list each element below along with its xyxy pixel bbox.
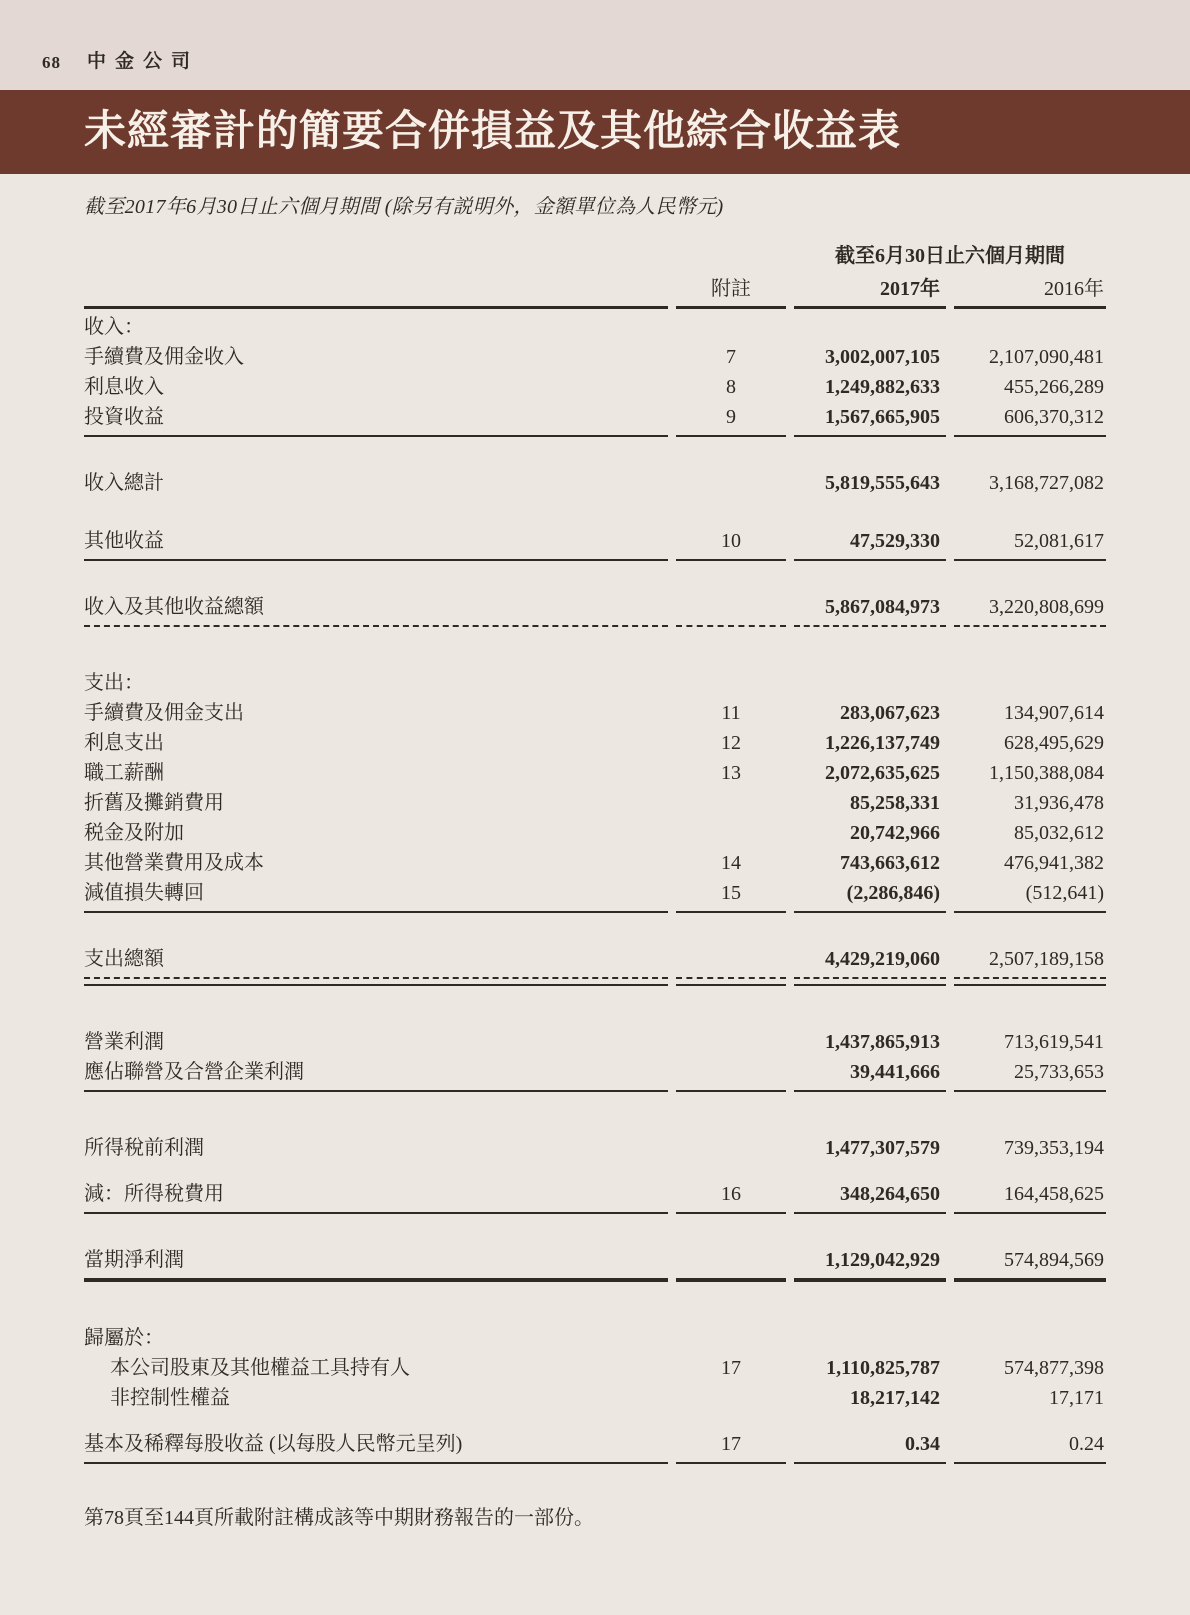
rule-thick (84, 1275, 1106, 1285)
row-value-2017: 2,072,635,625 (825, 762, 940, 784)
row-value-2017: 1,249,882,633 (825, 376, 940, 398)
row-value-2017: 4,429,219,060 (825, 948, 940, 970)
company-name: 中金公司 (87, 51, 200, 72)
col-header-2017: 2017年 (880, 278, 940, 300)
table-row (84, 342, 1106, 372)
row-value-2017: (2,286,846) (846, 882, 940, 904)
table-row (84, 1353, 1106, 1383)
row-label: 支出總額 (84, 948, 164, 970)
row-value-2016: 476,941,382 (1004, 852, 1104, 874)
rule-solid (84, 1459, 1106, 1467)
spacer (84, 1217, 1106, 1245)
table-row (84, 1245, 1106, 1275)
table-row (84, 758, 1106, 788)
row-value-2016: 713,619,541 (1004, 1031, 1104, 1053)
row-value-2017: 348,264,650 (840, 1183, 940, 1205)
table-row (84, 878, 1106, 908)
row-value-2016: 0.24 (1069, 1433, 1104, 1455)
row-note (676, 312, 786, 342)
table-row (84, 818, 1106, 848)
row-note (676, 1245, 786, 1275)
row-label: 手續費及佣金支出 (84, 702, 244, 724)
row-value-2017: 20,742,966 (850, 822, 940, 844)
row-value-2016: 455,266,289 (1004, 376, 1104, 398)
row-label: 折舊及攤銷費用 (84, 792, 224, 814)
row-note: 15 (721, 882, 741, 904)
table-row (84, 1383, 1106, 1413)
row-note (676, 1323, 786, 1353)
table-row (84, 944, 1106, 974)
table-row (84, 728, 1106, 758)
row-value-2017 (794, 668, 946, 698)
income-statement-table (84, 243, 1106, 1467)
row-note: 13 (721, 762, 741, 784)
row-note: 14 (721, 852, 741, 874)
row-value-2017: 18,217,142 (850, 1387, 940, 1409)
row-label: 減值損失轉回 (84, 882, 204, 904)
row-note (676, 1057, 786, 1087)
row-label: 手續費及佣金收入 (84, 346, 244, 368)
row-value-2017: 3,002,007,105 (825, 346, 940, 368)
row-value-2016: 31,936,478 (1014, 792, 1104, 814)
row-label: 歸屬於： (84, 1327, 164, 1349)
table-body (84, 312, 1106, 1467)
row-label: 當期淨利潤 (84, 1249, 184, 1271)
rule-dashed-solid (84, 974, 1106, 989)
table-row (84, 1057, 1106, 1087)
rule-dashed (84, 622, 1106, 630)
spacer (84, 440, 1106, 468)
column-header-row (84, 273, 1106, 305)
row-note (676, 818, 786, 848)
row-label: 減：所得稅費用 (84, 1183, 224, 1205)
spacer (84, 1285, 1106, 1323)
row-note (676, 468, 786, 498)
row-value-2017: 1,437,865,913 (825, 1031, 940, 1053)
row-note: 9 (726, 406, 736, 428)
row-value-2016: 1,150,388,084 (989, 762, 1104, 784)
row-note (676, 668, 786, 698)
row-note (676, 788, 786, 818)
table-row (84, 1429, 1106, 1459)
spacer (84, 989, 1106, 1027)
row-value-2016: 739,353,194 (1004, 1137, 1104, 1159)
row-value-2016: 606,370,312 (1004, 406, 1104, 428)
row-value-2017: 0.34 (905, 1433, 940, 1455)
row-value-2016: 3,168,727,082 (989, 472, 1104, 494)
section-row (84, 1323, 1106, 1353)
spacer (84, 498, 1106, 526)
table-row (84, 848, 1106, 878)
row-value-2017: 1,110,825,787 (826, 1357, 940, 1379)
table-row (84, 1027, 1106, 1057)
row-note: 12 (721, 732, 741, 754)
spacer (84, 630, 1106, 668)
title-banner (0, 90, 1190, 174)
rule-solid (84, 556, 1106, 564)
row-label: 職工薪酬 (84, 762, 164, 784)
row-value-2017: 283,067,623 (840, 702, 940, 724)
row-note (676, 1383, 786, 1413)
row-value-2017: 5,867,084,973 (825, 596, 940, 618)
row-note: 7 (726, 346, 736, 368)
rule-solid (84, 1209, 1106, 1217)
row-value-2016 (954, 1323, 1106, 1353)
row-label: 基本及稀釋每股收益 (以每股人民幣元呈列) (84, 1433, 463, 1455)
row-label: 其他營業費用及成本 (84, 852, 264, 874)
section-row (84, 668, 1106, 698)
row-value-2017: 85,258,331 (850, 792, 940, 814)
row-note: 17 (721, 1433, 741, 1455)
row-note (676, 944, 786, 974)
table-row (84, 372, 1106, 402)
spacer (84, 1163, 1106, 1179)
col-header-2016: 2016年 (1044, 278, 1104, 300)
row-value-2017: 5,819,555,643 (825, 472, 940, 494)
table-row (84, 1133, 1106, 1163)
row-value-2016: 52,081,617 (1014, 530, 1104, 552)
row-label: 營業利潤 (84, 1031, 164, 1053)
row-value-2017: 743,663,612 (840, 852, 940, 874)
spacer (84, 916, 1106, 944)
statement-subtitle: 截至2017年6月30日止六個月期間 (除另有説明外，金額單位為人民幣元) (84, 196, 724, 218)
row-label: 税金及附加 (84, 822, 184, 844)
row-label: 收入： (84, 316, 144, 338)
rule-solid (84, 908, 1106, 916)
row-label: 其他收益 (84, 530, 164, 552)
row-label: 本公司股東及其他權益工具持有人 (110, 1357, 410, 1379)
row-label: 收入總計 (84, 472, 164, 494)
table-row (84, 1179, 1106, 1209)
row-value-2017: 39,441,666 (850, 1061, 940, 1083)
row-note: 17 (721, 1357, 741, 1379)
row-label: 應佔聯營及合營企業利潤 (84, 1061, 304, 1083)
row-value-2016: 574,894,569 (1004, 1249, 1104, 1271)
table-row (84, 788, 1106, 818)
row-value-2017 (794, 312, 946, 342)
row-value-2017: 47,529,330 (850, 530, 940, 552)
row-label: 投資收益 (84, 406, 164, 428)
table-row (84, 402, 1106, 432)
table-row (84, 698, 1106, 728)
row-value-2016: 628,495,629 (1004, 732, 1104, 754)
period-header-row (84, 243, 1106, 273)
row-note: 8 (726, 376, 736, 398)
row-label: 支出： (84, 672, 144, 694)
row-value-2017: 1,477,307,579 (825, 1137, 940, 1159)
section-row (84, 312, 1106, 342)
row-note (676, 1027, 786, 1057)
footnote: 第78頁至144頁所載附註構成該等中期財務報告的一部份。 (84, 1507, 594, 1529)
row-value-2016: 25,733,653 (1014, 1061, 1104, 1083)
row-note (676, 592, 786, 622)
row-value-2016: 164,458,625 (1004, 1183, 1104, 1205)
row-value-2016: 134,907,614 (1004, 702, 1104, 724)
row-value-2016 (954, 312, 1106, 342)
table-row (84, 468, 1106, 498)
row-note: 16 (721, 1183, 741, 1205)
period-header: 截至6月30日止六個月期間 (835, 245, 1065, 267)
spacer (84, 564, 1106, 592)
row-label: 收入及其他收益總額 (84, 596, 264, 618)
header-rule (84, 305, 1106, 312)
row-value-2016: 574,877,398 (1004, 1357, 1104, 1379)
row-value-2017: 1,567,665,905 (825, 406, 940, 428)
page-header (0, 0, 1190, 90)
row-value-2017 (794, 1323, 946, 1353)
row-value-2016: 85,032,612 (1014, 822, 1104, 844)
rule-solid (84, 1087, 1106, 1095)
row-value-2017: 1,226,137,749 (825, 732, 940, 754)
row-label: 利息支出 (84, 732, 164, 754)
row-value-2016: 3,220,808,699 (989, 596, 1104, 618)
table-row (84, 592, 1106, 622)
row-value-2016 (954, 668, 1106, 698)
row-value-2016: 2,507,189,158 (989, 948, 1104, 970)
row-note: 10 (721, 530, 741, 552)
row-value-2016: 17,171 (1049, 1387, 1104, 1409)
row-value-2016: 2,107,090,481 (989, 346, 1104, 368)
page-title: 未經審計的簡要合併損益及其他綜合收益表 (84, 109, 902, 155)
row-note (676, 1133, 786, 1163)
row-label: 利息收入 (84, 376, 164, 398)
row-value-2017: 1,129,042,929 (825, 1249, 940, 1271)
page-number: 68 (42, 53, 61, 72)
spacer (84, 1413, 1106, 1429)
table-row (84, 526, 1106, 556)
row-note: 11 (721, 702, 741, 724)
rule-solid (84, 432, 1106, 440)
row-label: 所得稅前利潤 (84, 1137, 204, 1159)
row-value-2016: (512,641) (1025, 882, 1104, 904)
row-label: 非控制性權益 (110, 1387, 230, 1409)
spacer (84, 1095, 1106, 1133)
col-header-note: 附註 (711, 278, 751, 300)
